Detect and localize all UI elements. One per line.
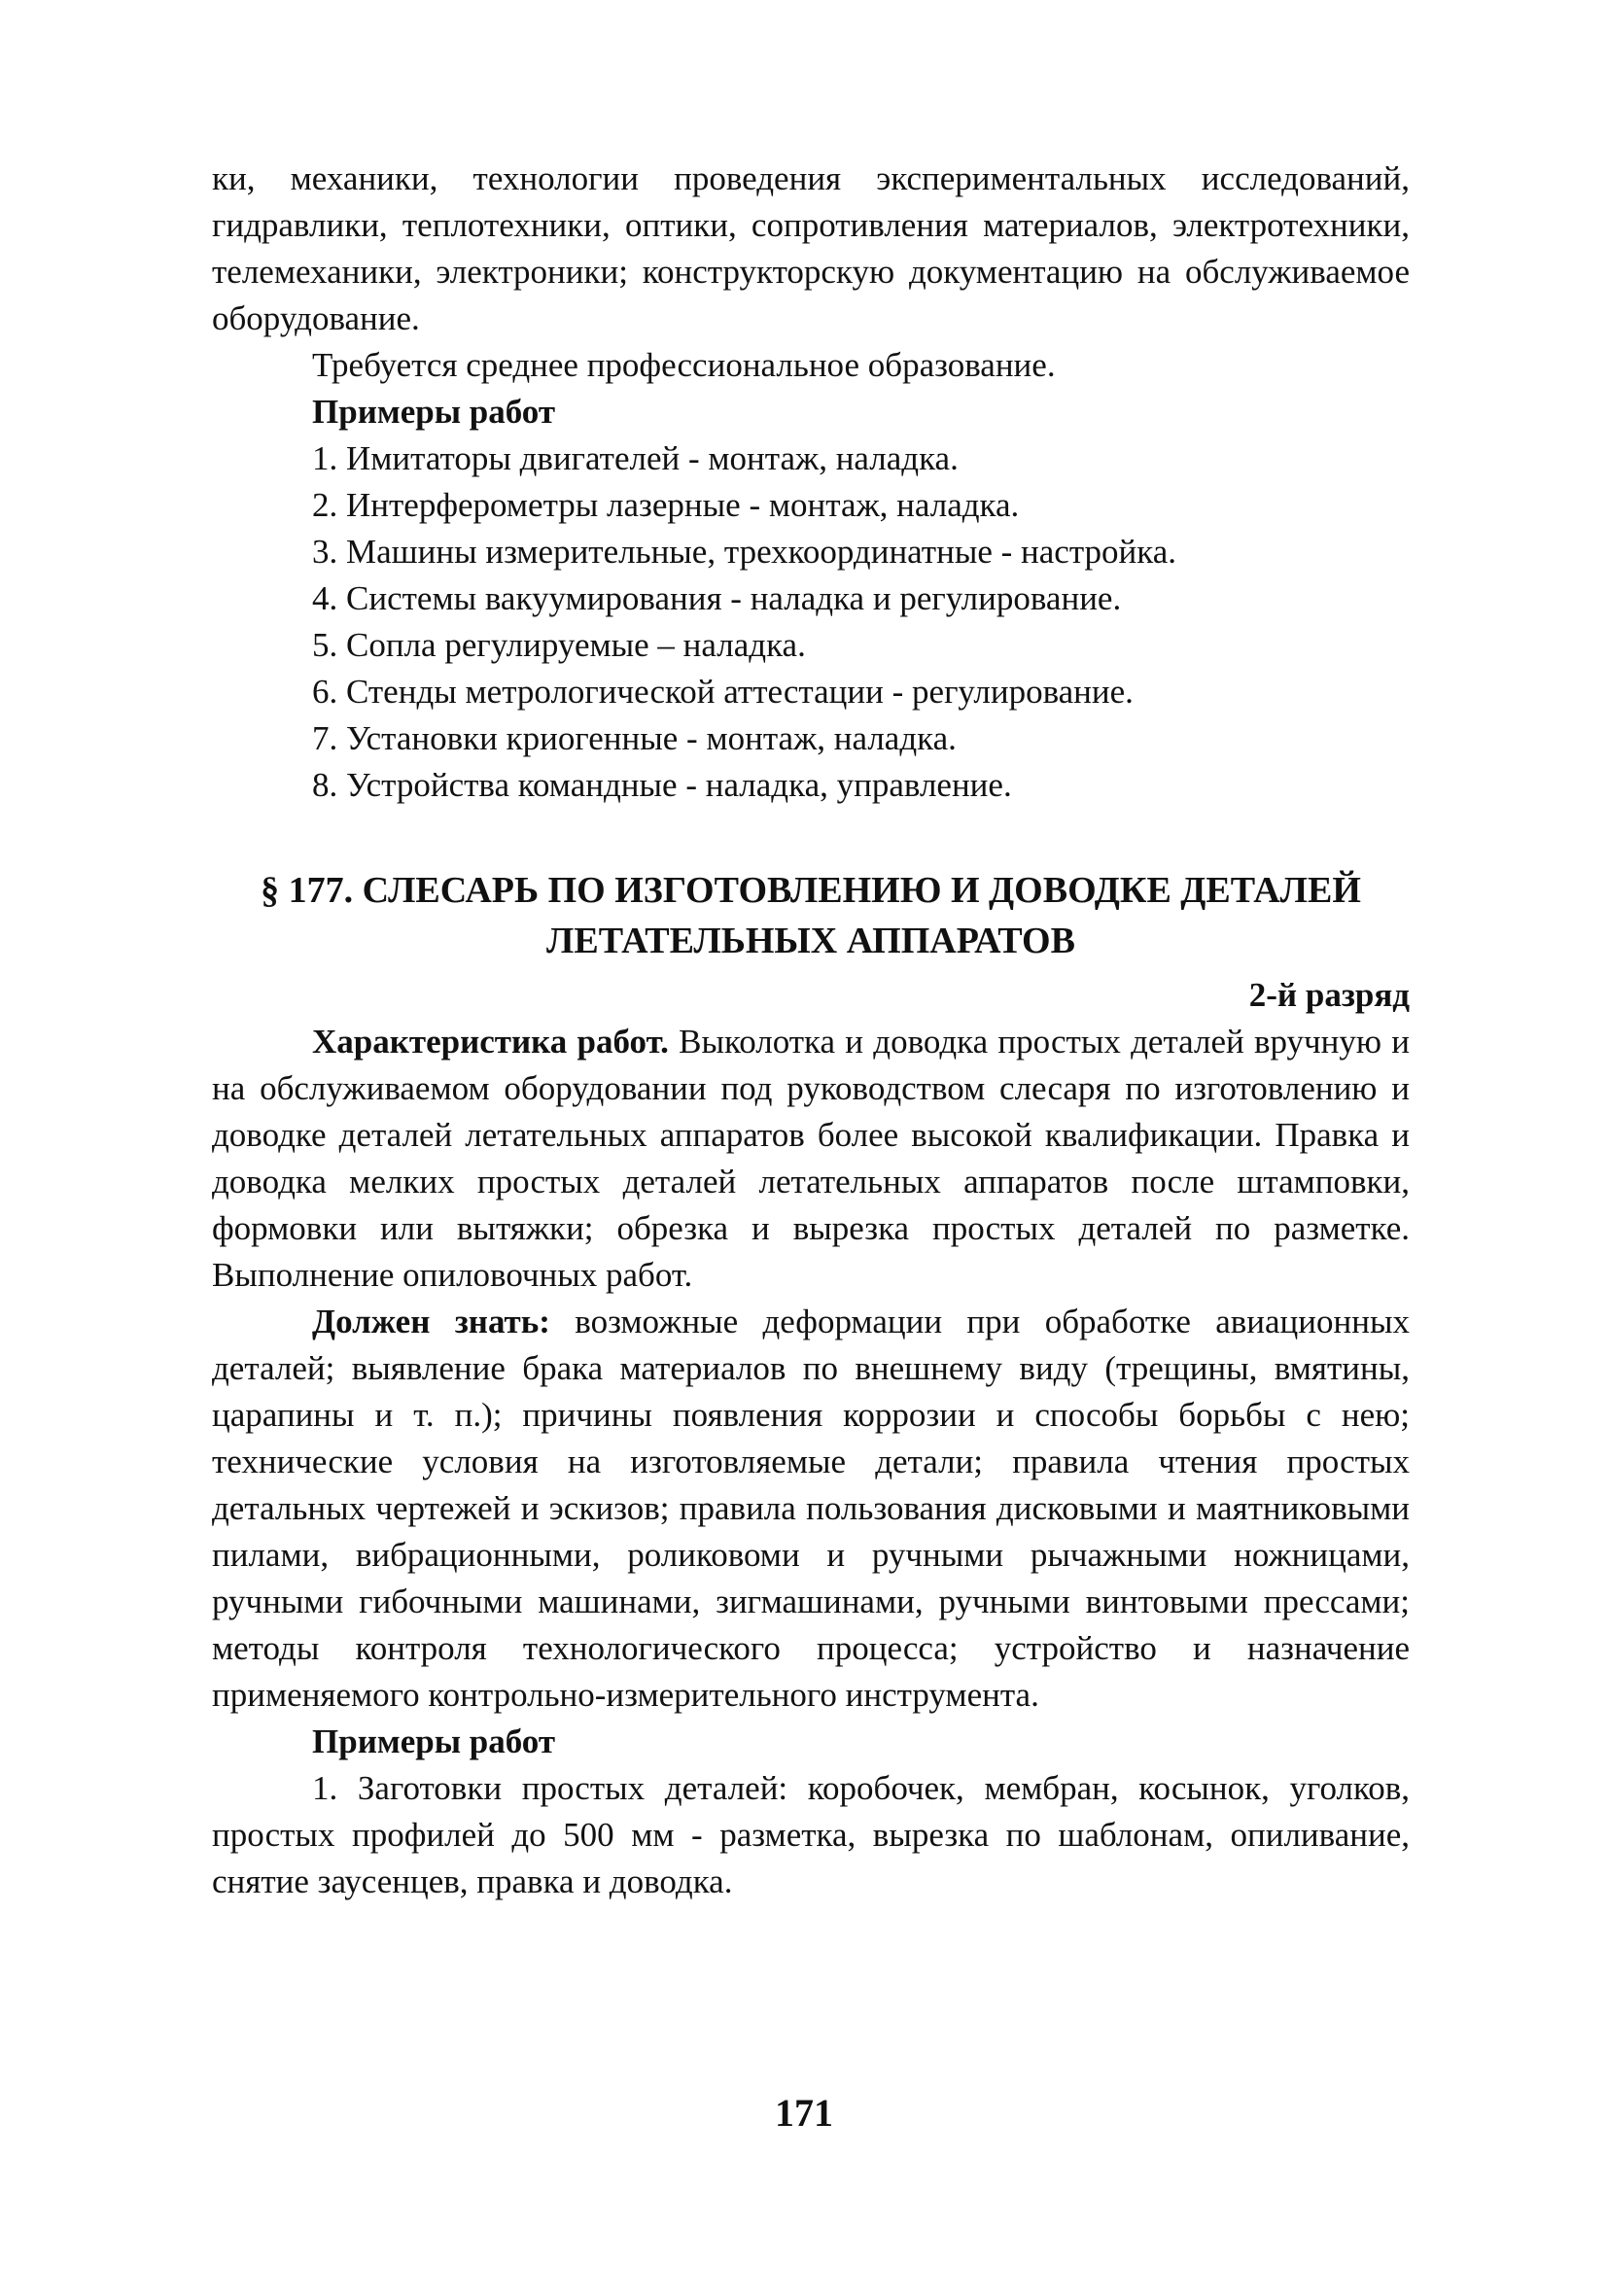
- example-item: 1. Заготовки простых деталей: коробочек, мембран, косынок, уголков, простых профилей до 500 мм - разметка, вырезка по шаблонам, опиливание, снятие заусенцев, правка и доводка.: [212, 1769, 1410, 1900]
- section-title-line1: § 177. СЛЕСАРЬ ПО ИЗГОТОВЛЕНИЮ И ДОВОДКЕ ДЕТАЛЕЙ: [261, 870, 1361, 911]
- examples-heading-2: Примеры работ: [312, 1722, 556, 1760]
- section-title-line2: ЛЕТАТЕЛЬНЫХ АППАРАТОВ: [546, 921, 1075, 961]
- section-177: [212, 865, 1410, 1905]
- must-know-paragraph: [212, 1299, 1410, 1719]
- list-item: 3. Машины измерительные, трехкоординатные - настройка.: [312, 533, 1177, 571]
- examples-heading: Примеры работ: [312, 393, 556, 431]
- section-title: [212, 865, 1410, 966]
- list-item: 4. Системы вакуумирования - наладка и регулирование.: [312, 579, 1122, 617]
- page-number: 171: [775, 2091, 833, 2135]
- list-item: 8. Устройства командные - наладка, управление.: [312, 766, 1012, 804]
- characteristics-label: Характеристика работ.: [312, 1023, 669, 1061]
- intro-section: [212, 156, 1410, 809]
- education-requirement: Требуется среднее профессиональное образование.: [312, 346, 1056, 384]
- characteristics-paragraph: [212, 1019, 1410, 1299]
- list-item: 2. Интерферометры лазерные - монтаж, наладка.: [312, 486, 1020, 524]
- list-item: 5. Сопла регулируемые – наладка.: [312, 626, 806, 664]
- rank-label: 2-й разряд: [1248, 976, 1410, 1014]
- characteristics-text: Выколотка и доводка простых деталей вручную и на обслуживаемом оборудовании под руководством слесаря по изготовлению и доводке деталей летательных аппаратов более высокой квалификации. Правка и доводка мелких простых деталей летательных аппаратов после штамповки, формовки или вытяжки; обрезка и вырезка простых деталей по разметке. Выполнение опиловочных работ.: [212, 1023, 1410, 1294]
- intro-paragraph: ки, механики, технологии проведения экспериментальных исследований, гидравлики, теплотехники, оптики, сопротивления материалов, электротехники, телемеханики, электроники; конструкторскую документацию на обслуживаемое оборудование.: [212, 159, 1410, 337]
- list-item: 7. Установки криогенные - монтаж, наладка.: [312, 719, 957, 757]
- must-know-label: Должен знать:: [312, 1303, 550, 1340]
- must-know-text: возможные деформации при обработке авиационных деталей; выявление брака материалов по внешнему виду (трещины, вмятины, царапины и т. п.); причины появления коррозии и способы борьбы с нею; технические условия на изготовляемые детали; правила чтения простых детальных чертежей и эскизов; правила пользования дисковыми и маятниковыми пилами, вибрационными, роликовоми и ручными рычажными ножницами, ручными гибочными машинами, зигмашинами, ручными винтовыми прессами; методы контроля технологического процесса; устройство и назначение применяемого контрольно-измерительного инструмента.: [212, 1303, 1410, 1714]
- list-item: 1. Имитаторы двигателей - монтаж, наладка.: [312, 439, 959, 477]
- list-item: 6. Стенды метрологической аттестации - регулирование.: [312, 673, 1134, 711]
- examples-list: [212, 435, 1410, 809]
